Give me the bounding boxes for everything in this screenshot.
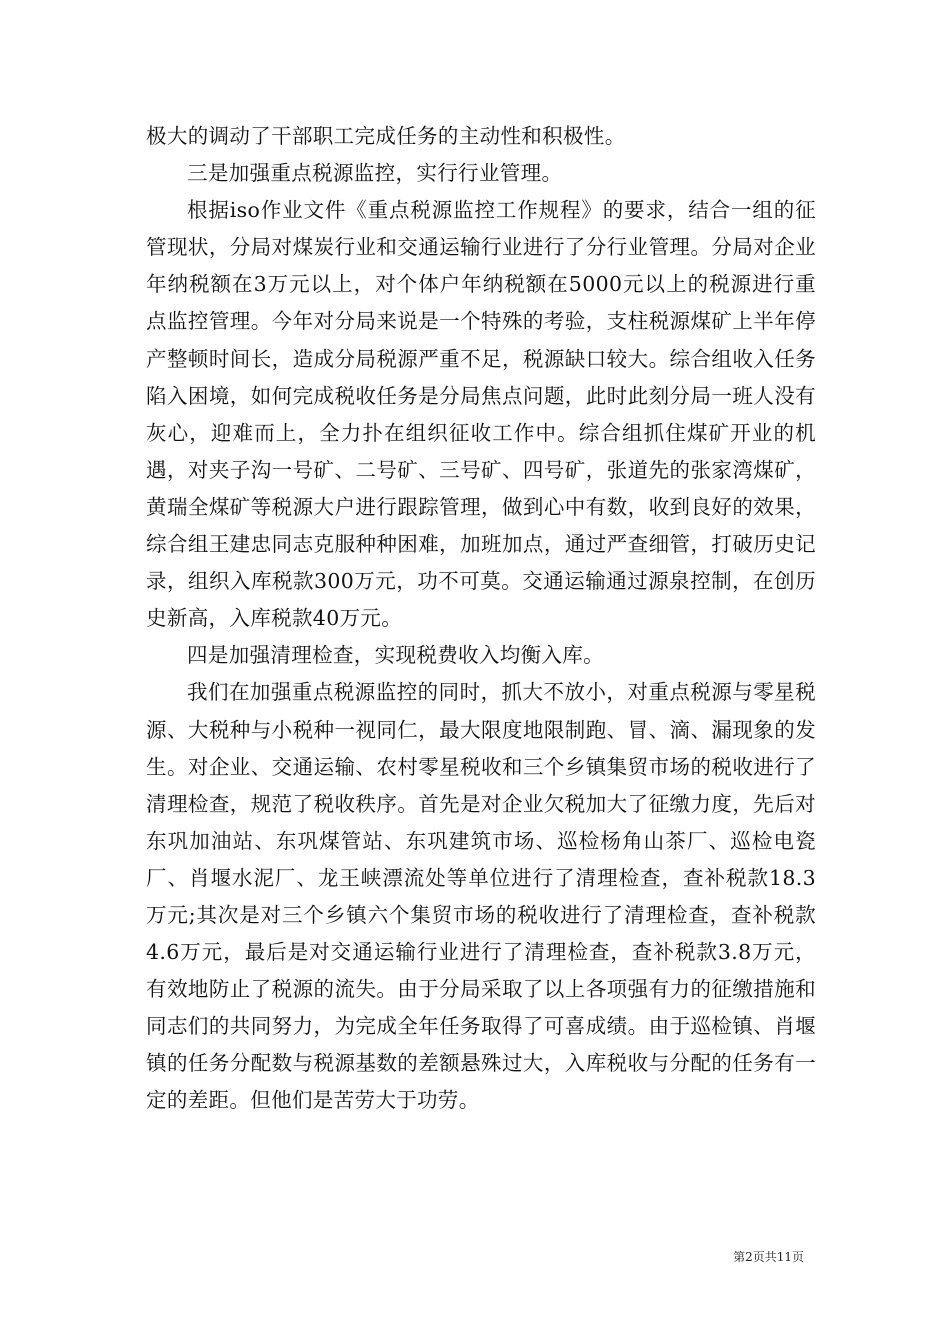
page-number-footer: 第2页共11页 <box>733 1250 804 1264</box>
paragraph-1: 极大的调动了干部职工完成任务的主动性和积极性。 <box>146 124 626 148</box>
paragraph-2-heading: 三是加强重点税源监控，实行行业管理。 <box>187 161 563 186</box>
paragraph-3: 根据iso作业文件《重点税源监控工作规程》的要求，结合一组的征管现状，分局对煤炭行业和交通运输行业进行了分行业管理。分局对企业年纳税额在3万元以上，对个体户年纳税额在5000元以上的税源进行重点监控管理。今年对分局来说是一个特殊的考验，支柱税源煤矿上半年停产整顿时间长，造成分局税源严重不足，税源缺口较大。综合组收入任务陷入困境，如何完成税收任务是分局焦点问题，此时此刻分局一班人没有灰心，迎难而上，全力扑在组织征收工作中。综合组抓住煤矿开业的机遇，对夹子沟一号矿、二号矿、三号矿、四号矿，张道先的张家湾煤矿，黄瑞全煤矿等税源大户进行跟踪管理，做到心中有数，收到良好的效果，综合组王建忠同志克服种种困难，加班加点，通过严查细管，打破历史记录，组织入库税款300万元，功不可莫。交通运输通过源泉控制，在创历史新高，入库税款40万元。 <box>146 198 816 631</box>
paragraph-5: 我们在加强重点税源监控的同时，抓大不放小，对重点税源与零星税源、大税种与小税种一视同仁，最大限度地限制跑、冒、滴、漏现象的发生。对企业、交通运输、农村零星税收和三个乡镇集贸市场的税收进行了清理检查，规范了税收秩序。首先是对企业欠税加大了征缴力度，先后对东巩加油站、东巩煤管站、东巩建筑市场、巡检杨角山茶厂、巡检电瓷厂、肖堰水泥厂、龙王峡漂流处等单位进行了清理检查，查补税款18.3万元;其次是对三个乡镇六个集贸市场的税收进行了清理检查，查补税款4.6万元，最后是对交通运输行业进行了清理检查，查补税款3.8万元，有效地防止了税源的流失。由于分局采取了以上各项强有力的征缴措施和同志们的共同努力，为完成全年任务取得了可喜成绩。由于巡检镇、肖堰镇的任务分配数与税源基数的差额悬殊过大，入库税收与分配的任务有一定的差距。但他们是苦劳大于功劳。 <box>146 680 816 1113</box>
document-body <box>146 118 816 1120</box>
paragraph-4-heading: 四是加强清理检查，实现税费收入均衡入库。 <box>187 643 604 668</box>
